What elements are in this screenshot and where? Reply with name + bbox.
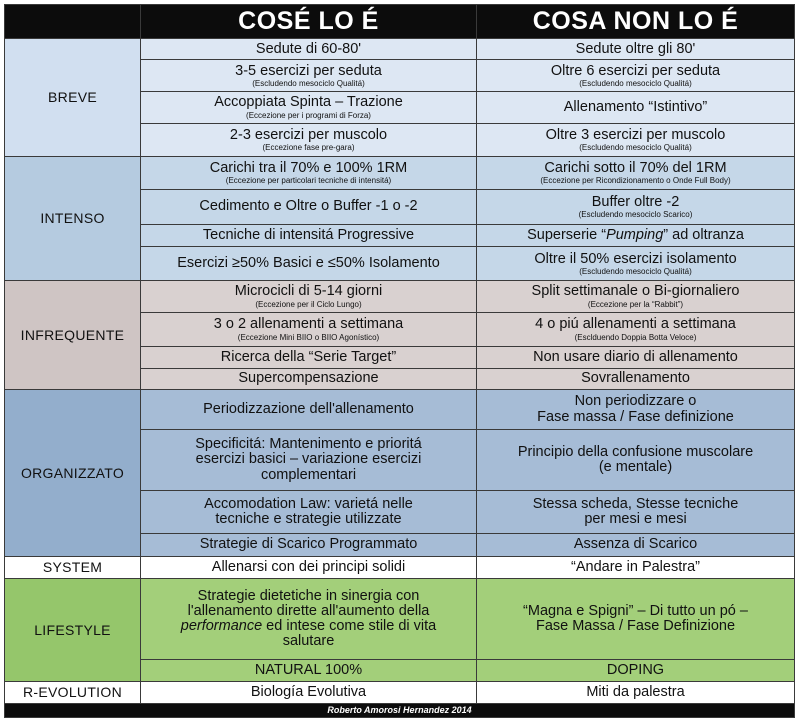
cell-yes: Ricerca della “Serie Target” [141, 347, 477, 369]
cell-no: Principio della confusione muscolare (e mentale) [477, 430, 795, 491]
cell-yes: Biología Evolutiva [141, 681, 477, 704]
section-label-intenso: INTENSO [5, 157, 141, 281]
cell-yes: Strategie dietetiche in sinergia con l'allenamento dirette all'aumento della performance ed intese come stile di vita salutare [141, 579, 477, 660]
table-row [5, 681, 795, 704]
cell-no: Sedute oltre gli 80' [477, 38, 795, 60]
table-row [5, 157, 795, 190]
cell-yes: NATURAL 100% [141, 660, 477, 682]
cell-yes: Cedimento e Oltre o Buffer -1 o -2 [141, 189, 477, 224]
header-yes: COSÉ LO É [141, 5, 477, 39]
header-row [5, 5, 795, 39]
cell-yes: Microcicli di 5-14 giorni (Eccezione per il Ciclo Lungo) [141, 281, 477, 313]
cell-no: Buffer oltre -2 (Escludendo mesociclo Scarico) [477, 189, 795, 224]
cell-yes: Sedute di 60-80' [141, 38, 477, 60]
cell-no: Superserie “Pumping” ad oltranza [477, 224, 795, 247]
header-corner [5, 5, 141, 39]
cell-no: Stessa scheda, Stesse tecniche per mesi e mesi [477, 490, 795, 533]
section-label-breve: BREVE [5, 38, 141, 156]
table-row [5, 579, 795, 660]
cell-yes: 3 o 2 allenamenti a settimana (Eccezione Mini BIIO o BIIO Agonístico) [141, 313, 477, 347]
table-row [5, 390, 795, 430]
cell-yes: Accoppiata Spinta – Trazione (Eccezione per i programi di Forza) [141, 92, 477, 124]
section-label-system: SYSTEM [5, 556, 141, 579]
section-label-organizzato: ORGANIZZATO [5, 390, 141, 556]
cell-no: Allenamento “Istintivo” [477, 92, 795, 124]
cell-yes: Periodizzazione dell'allenamento [141, 390, 477, 430]
cell-no: DOPING [477, 660, 795, 682]
cell-no: Non periodizzare o Fase massa / Fase definizione [477, 390, 795, 430]
cell-no: 4 o piú allenamenti a settimana (Esclduendo Doppia Botta Veloce) [477, 313, 795, 347]
cell-yes: 2-3 esercizi per muscolo (Eccezione fase pre-gara) [141, 124, 477, 157]
cell-no: Miti da palestra [477, 681, 795, 704]
cell-no: Oltre 6 esercizi per seduta (Escludendo mesociclo Qualitá) [477, 60, 795, 92]
footer-row [5, 704, 795, 718]
section-label-revolution: R-EVOLUTION [5, 681, 141, 704]
cell-no: “Magna e Spigni” – Di tutto un pó – Fase Massa / Fase Definizione [477, 579, 795, 660]
cell-yes: Esercizi ≥50% Basici e ≤50% Isolamento [141, 247, 477, 281]
comparison-table [4, 4, 794, 718]
table-row [5, 38, 795, 60]
cell-yes: Tecniche di intensitá Progressive [141, 224, 477, 247]
cell-no: Non usare diario di allenamento [477, 347, 795, 369]
cell-yes: Supercompensazione [141, 368, 477, 390]
cell-yes: Carichi tra il 70% e 100% 1RM (Eccezione per particolari tecniche di intensitá) [141, 157, 477, 190]
table-row [5, 281, 795, 313]
cell-yes: 3-5 esercizi per seduta (Escludendo mesociclo Qualitá) [141, 60, 477, 92]
header-no: COSA NON LO É [477, 5, 795, 39]
table-row [5, 556, 795, 579]
section-label-lifestyle: LIFESTYLE [5, 579, 141, 682]
cell-no: Oltre 3 esercizi per muscolo (Escludendo mesociclo Qualitá) [477, 124, 795, 157]
cell-yes: Allenarsi con dei principi solidi [141, 556, 477, 579]
cell-no: Carichi sotto il 70% del 1RM (Eccezione per Ricondizionamento o Onde Full Body) [477, 157, 795, 190]
section-label-infrequente: INFREQUENTE [5, 281, 141, 390]
cell-no: Assenza di Scarico [477, 533, 795, 556]
cell-yes: Strategie di Scarico Programmato [141, 533, 477, 556]
cell-no: Oltre il 50% esercizi isolamento (Escludendo mesociclo Qualitá) [477, 247, 795, 281]
cell-yes: Specificitá: Mantenimento e prioritá esercizi basici – variazione esercizi complementari [141, 430, 477, 491]
cell-no: “Andare in Palestra” [477, 556, 795, 579]
cell-no: Sovrallenamento [477, 368, 795, 390]
footer-credit: Roberto Amorosi Hernandez 2014 [5, 704, 795, 718]
cell-yes: Accomodation Law: varietá nelle tecniche e strategie utilizzate [141, 490, 477, 533]
cell-no: Split settimanale o Bi-giornaliero (Eccezione per la “Rabbit”) [477, 281, 795, 313]
